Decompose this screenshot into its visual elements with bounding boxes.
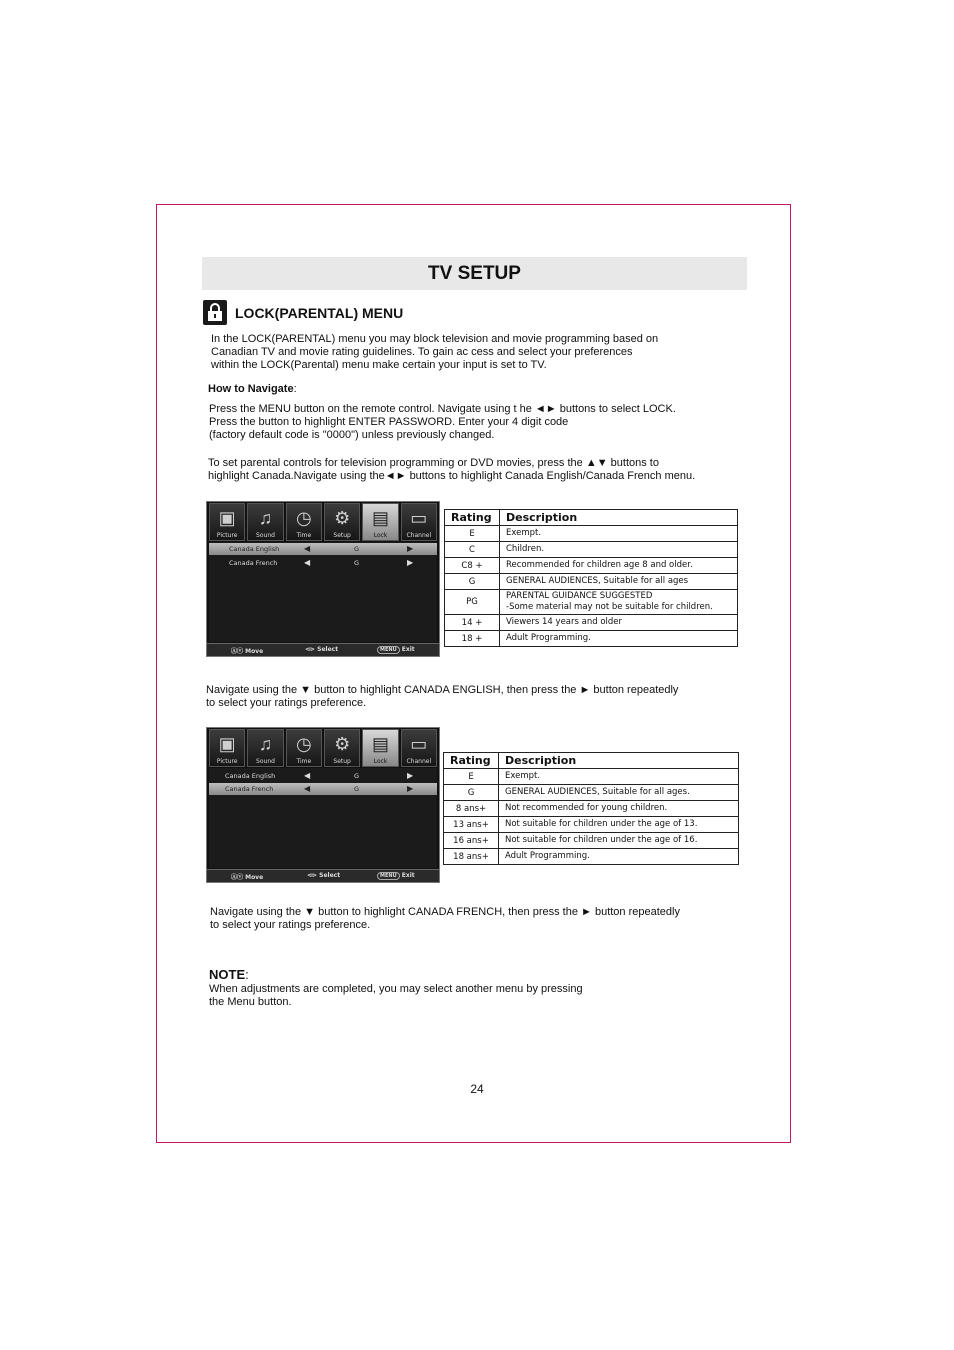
tv-menu-screenshot-english	[206, 501, 440, 657]
navigate-steps: Press the MENU button on the remote control. Navigate using t he ◄► buttons to select LOCK. Press the button to highlight ENTER PASSWORD. Enter your 4 digit code (factory default code is "0000") unless previously changed.	[209, 403, 676, 441]
move-label: Move	[245, 874, 264, 881]
description-cell: Exempt.	[499, 769, 739, 785]
rating-cell: E	[445, 526, 500, 542]
tab-label: Lock	[373, 758, 388, 765]
tab-time[interactable]	[286, 503, 322, 541]
description-cell: Adult Programming.	[499, 849, 739, 865]
tv-menu-screenshot-french	[206, 727, 440, 883]
description-cell: Not suitable for children under the age of 16.	[499, 833, 739, 849]
table-row	[445, 615, 738, 631]
tab-label: Time	[296, 758, 312, 765]
tab-setup[interactable]	[324, 729, 360, 767]
exit-hint	[377, 646, 415, 653]
description-cell: Children.	[500, 542, 738, 558]
left-arrow-icon[interactable]: ◀	[304, 558, 311, 567]
tab-label: Sound	[256, 758, 275, 765]
rating-cell: C8 +	[445, 558, 500, 574]
table-row	[445, 574, 738, 590]
row-value: G	[354, 559, 360, 567]
navigate-heading-text: How to Navigate	[208, 383, 294, 395]
tab-sound[interactable]	[247, 729, 283, 767]
menu-footer	[207, 643, 439, 656]
monitor-icon: ▭	[410, 508, 428, 528]
lock-icon: ▤	[371, 508, 389, 528]
table-row	[445, 631, 738, 647]
table-row	[444, 801, 739, 817]
rating-cell: 16 ans+	[444, 833, 499, 849]
rating-cell: G	[444, 785, 499, 801]
rating-cell: 18 ans+	[444, 849, 499, 865]
exit-label: Exit	[401, 872, 415, 879]
tab-lock[interactable]	[362, 729, 398, 767]
tab-label: Channel	[406, 758, 432, 765]
tab-setup[interactable]	[324, 503, 360, 541]
description-cell: Not suitable for children under the age of 13.	[499, 817, 739, 833]
note-text: When adjustments are completed, you may select another menu by pressing the Menu button.	[209, 983, 583, 1008]
rating-cell: 18 +	[445, 631, 500, 647]
move-hint: Ⓐⓥ Move	[231, 648, 264, 655]
page-title: TV SETUP	[428, 263, 521, 284]
table-row	[444, 833, 739, 849]
tab-label: Lock	[373, 532, 388, 539]
tab-label: Sound	[256, 532, 275, 539]
tab-label: Setup	[333, 532, 351, 539]
canada-english-rating-table	[444, 509, 738, 647]
table-row	[444, 849, 739, 865]
table-row	[445, 542, 738, 558]
row-value: G	[354, 785, 360, 793]
intro-paragraph: In the LOCK(PARENTAL) menu you may block television and movie programming based on Canadian TV and movie rating guidelines. To gain ac cess and select your preferences within the LOCK(Parental) menu make certain your input is set to TV.	[211, 333, 659, 371]
left-arrow-icon[interactable]: ◀	[304, 544, 311, 553]
menu-row-canada-french[interactable]	[209, 557, 437, 569]
row-label: Canada English	[225, 772, 276, 780]
menu-row-canada-french[interactable]	[209, 783, 437, 795]
gear-icon: ⚙	[334, 508, 351, 528]
table-row	[445, 558, 738, 574]
lock-icon	[203, 300, 227, 325]
french-instruction: Navigate using the ▼ button to highlight CANADA FRENCH, then press the ► button repeatedly to select your ratings preference.	[210, 906, 680, 931]
monitor-icon: ▭	[410, 734, 428, 754]
select-hint: ⊲⊳ Select	[305, 646, 339, 653]
row-value: G	[354, 545, 360, 553]
tab-picture[interactable]	[209, 729, 245, 767]
rating-cell: C	[445, 542, 500, 558]
menu-key: MENU	[377, 872, 400, 880]
row-label: Canada French	[229, 559, 278, 567]
tab-lock[interactable]	[362, 503, 398, 541]
section-title: LOCK(PARENTAL) MENU	[235, 305, 404, 321]
camera-icon: ▣	[218, 508, 236, 528]
rating-cell: E	[444, 769, 499, 785]
table-row	[444, 769, 739, 785]
tab-label: Picture	[216, 532, 238, 539]
menu-row-canada-english[interactable]	[209, 543, 437, 555]
headphones-icon: ♫	[258, 508, 273, 528]
description-cell: Viewers 14 years and older	[500, 615, 738, 631]
rating-cell: 8 ans+	[444, 801, 499, 817]
tab-label: Time	[296, 532, 312, 539]
headphones-icon: ♫	[258, 734, 273, 754]
description-cell: Recommended for children age 8 and older.	[500, 558, 738, 574]
tab-channel[interactable]	[401, 729, 437, 767]
rating-cell: 14 +	[445, 615, 500, 631]
select-label: Select	[319, 872, 341, 879]
canada-french-rating-table	[443, 752, 739, 865]
navigate-heading	[208, 383, 297, 396]
description-cell: Exempt.	[500, 526, 738, 542]
tab-label: Picture	[216, 758, 238, 765]
menu-row-canada-english[interactable]	[209, 770, 437, 782]
row-label: Canada English	[229, 545, 280, 553]
tab-sound[interactable]	[247, 503, 283, 541]
left-arrow-icon[interactable]: ◀	[304, 784, 311, 793]
note-heading-colon: :	[245, 967, 249, 982]
right-arrow-icon[interactable]: ▶	[407, 784, 414, 793]
select-hint: ⊲⊳ Select	[307, 872, 341, 879]
english-instruction: Navigate using the ▼ button to highlight CANADA ENGLISH, then press the ► button repeatedly to select your ratings preference.	[206, 684, 679, 709]
page-number: 24	[470, 1082, 484, 1096]
menu-key: MENU	[377, 646, 400, 654]
description-cell: GENERAL AUDIENCES, Suitable for all ages.	[499, 785, 739, 801]
exit-hint	[377, 872, 415, 879]
row-label: Canada French	[225, 785, 274, 793]
table-row	[444, 785, 739, 801]
rating-cell: 13 ans+	[444, 817, 499, 833]
description-cell: GENERAL AUDIENCES, Suitable for all ages	[500, 574, 738, 590]
description-cell: Not recommended for young children.	[499, 801, 739, 817]
right-arrow-icon[interactable]: ▶	[407, 771, 414, 780]
tab-channel[interactable]	[401, 503, 437, 541]
clock-icon: ◷	[295, 734, 312, 754]
right-arrow-icon[interactable]: ▶	[407, 544, 414, 553]
menu-tabs	[209, 503, 437, 541]
note-heading	[209, 967, 249, 982]
rating-cell: G	[445, 574, 500, 590]
clock-icon: ◷	[295, 508, 312, 528]
note-heading-text: NOTE	[209, 967, 246, 982]
navigate-heading-colon: :	[293, 383, 297, 395]
menu-footer	[207, 869, 439, 882]
description-header: Description	[500, 510, 738, 526]
description-header: Description	[499, 753, 739, 769]
tab-time[interactable]	[286, 729, 322, 767]
rating-header: Rating	[444, 753, 499, 769]
move-hint: Ⓐⓥ Move	[231, 874, 264, 881]
exit-label: Exit	[401, 646, 415, 653]
rating-header: Rating	[445, 510, 500, 526]
menu-tabs	[209, 729, 437, 767]
rating-cell: PG	[445, 590, 500, 615]
gear-icon: ⚙	[334, 734, 351, 754]
right-arrow-icon[interactable]: ▶	[407, 558, 414, 567]
description-cell: PARENTAL GUIDANCE SUGGESTED -Some material may not be suitable for children.	[500, 590, 738, 615]
tab-picture[interactable]	[209, 503, 245, 541]
parental-instructions: To set parental controls for television programming or DVD movies, press the ▲▼ buttons to highlight Canada.Navigate using the◄► buttons to highlight Canada English/Canada French menu.	[208, 457, 696, 482]
row-value: G	[354, 772, 360, 780]
table-row	[444, 817, 739, 833]
select-label: Select	[317, 646, 339, 653]
title-banner	[202, 257, 747, 290]
camera-icon: ▣	[218, 734, 236, 754]
lock-icon: ▤	[371, 734, 389, 754]
table-row	[445, 590, 738, 615]
description-cell: Adult Programming.	[500, 631, 738, 647]
table-row	[445, 526, 738, 542]
tab-label: Channel	[406, 532, 432, 539]
left-arrow-icon[interactable]: ◀	[304, 771, 311, 780]
tab-label: Setup	[333, 758, 351, 765]
move-label: Move	[245, 648, 264, 655]
